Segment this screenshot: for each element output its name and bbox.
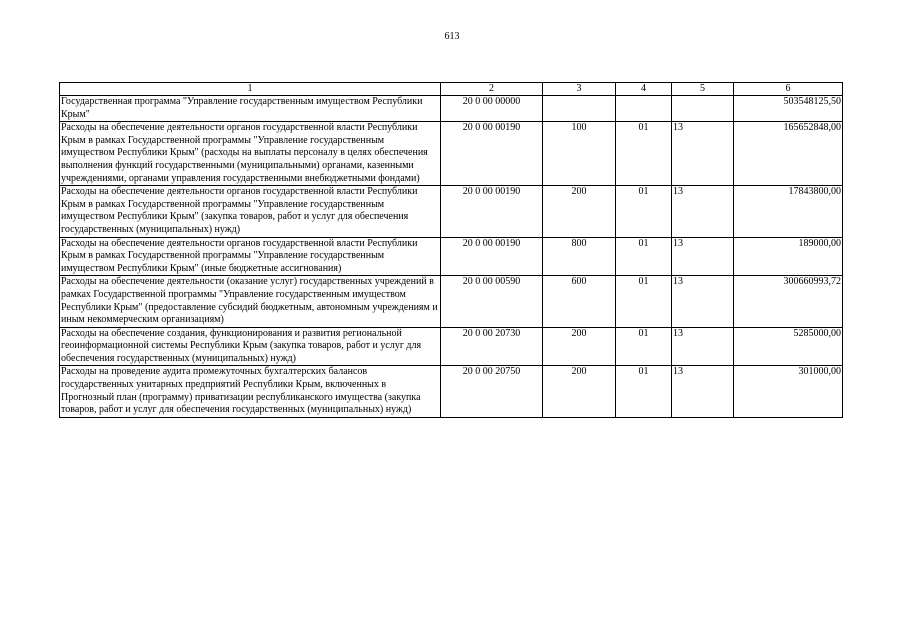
row-section: 01 bbox=[616, 327, 672, 366]
row-subsection: 13 bbox=[672, 366, 734, 417]
row-subsection: 13 bbox=[672, 276, 734, 327]
row-name: Расходы на обеспечение деятельности органов государственной власти Республики Крым в рамках Государственной программы "Управление государственным имуществом Республики Крым" (расходы на выплаты персоналу в целях обеспечения выполнения функций государственными (муниципальными) органами, казенными учреждениями, органами управления государственными внебюджетными фондами) bbox=[60, 122, 441, 186]
row-expense-type: 800 bbox=[543, 237, 616, 276]
table-row bbox=[60, 237, 843, 276]
table-body bbox=[60, 96, 843, 418]
row-amount: 165652848,00 bbox=[734, 122, 843, 186]
row-subsection: 13 bbox=[672, 186, 734, 237]
row-expense-type: 200 bbox=[543, 327, 616, 366]
row-target-code: 20 0 00 00190 bbox=[441, 186, 543, 237]
table-row bbox=[60, 186, 843, 237]
row-name: Расходы на обеспечение деятельности органов государственной власти Республики Крым в рамках Государственной программы "Управление государственным имуществом Республики Крым" (закупка товаров, работ и услуг для обеспечения государственных (муниципальных) нужд) bbox=[60, 186, 441, 237]
table-header bbox=[60, 83, 843, 96]
row-target-code: 20 0 00 00590 bbox=[441, 276, 543, 327]
table-row bbox=[60, 276, 843, 327]
row-amount: 189000,00 bbox=[734, 237, 843, 276]
row-name: Расходы на обеспечение деятельности (оказание услуг) государственных учреждений в рамках Государственной программы "Управление государственным имуществом Республики Крым" (предоставление субсидий бюджетным, автономным учреждениям и иным некоммерческим организациям) bbox=[60, 276, 441, 327]
row-target-code: 20 0 00 00000 bbox=[441, 96, 543, 122]
row-subsection: 13 bbox=[672, 237, 734, 276]
header-col-4: 4 bbox=[616, 83, 672, 96]
row-expense-type: 200 bbox=[543, 186, 616, 237]
row-section bbox=[616, 96, 672, 122]
row-expense-type: 600 bbox=[543, 276, 616, 327]
row-target-code: 20 0 00 20730 bbox=[441, 327, 543, 366]
row-expense-type: 200 bbox=[543, 366, 616, 417]
header-col-1: 1 bbox=[60, 83, 441, 96]
row-section: 01 bbox=[616, 276, 672, 327]
page-number: 613 bbox=[444, 31, 460, 42]
row-section: 01 bbox=[616, 122, 672, 186]
row-amount: 17843800,00 bbox=[734, 186, 843, 237]
header-row bbox=[60, 83, 843, 96]
table-row bbox=[60, 96, 843, 122]
row-expense-type: 100 bbox=[543, 122, 616, 186]
row-name: Государственная программа "Управление государственным имуществом Республики Крым" bbox=[60, 96, 441, 122]
row-amount: 300660993,72 bbox=[734, 276, 843, 327]
row-subsection: 13 bbox=[672, 122, 734, 186]
row-amount: 301000,00 bbox=[734, 366, 843, 417]
row-subsection: 13 bbox=[672, 327, 734, 366]
row-name: Расходы на обеспечение создания, функционирования и развития региональной геоинформационной системы Республики Крым (закупка товаров, работ и услуг для обеспечения государственных (муниципальных) нужд) bbox=[60, 327, 441, 366]
table-row bbox=[60, 366, 843, 417]
row-target-code: 20 0 00 00190 bbox=[441, 237, 543, 276]
row-target-code: 20 0 00 00190 bbox=[441, 122, 543, 186]
row-name: Расходы на проведение аудита промежуточных бухгалтерских балансов государственных унитарных предприятий Республики Крым, включенных в Прогнозный план (программу) приватизации республиканского имущества (закупка товаров, работ и услуг для обеспечения государственных (муниципальных) нужд) bbox=[60, 366, 441, 417]
row-amount: 503548125,50 bbox=[734, 96, 843, 122]
row-section: 01 bbox=[616, 366, 672, 417]
header-col-5: 5 bbox=[672, 83, 734, 96]
row-name: Расходы на обеспечение деятельности органов государственной власти Республики Крым в рамках Государственной программы "Управление государственным имуществом Республики Крым" (иные бюджетные ассигнования) bbox=[60, 237, 441, 276]
row-subsection bbox=[672, 96, 734, 122]
budget-table bbox=[59, 82, 843, 418]
row-target-code: 20 0 00 20750 bbox=[441, 366, 543, 417]
row-expense-type bbox=[543, 96, 616, 122]
header-col-3: 3 bbox=[543, 83, 616, 96]
row-section: 01 bbox=[616, 186, 672, 237]
row-amount: 5285000,00 bbox=[734, 327, 843, 366]
header-col-2: 2 bbox=[441, 83, 543, 96]
header-col-6: 6 bbox=[734, 83, 843, 96]
row-section: 01 bbox=[616, 237, 672, 276]
table-row bbox=[60, 327, 843, 366]
table-row bbox=[60, 122, 843, 186]
